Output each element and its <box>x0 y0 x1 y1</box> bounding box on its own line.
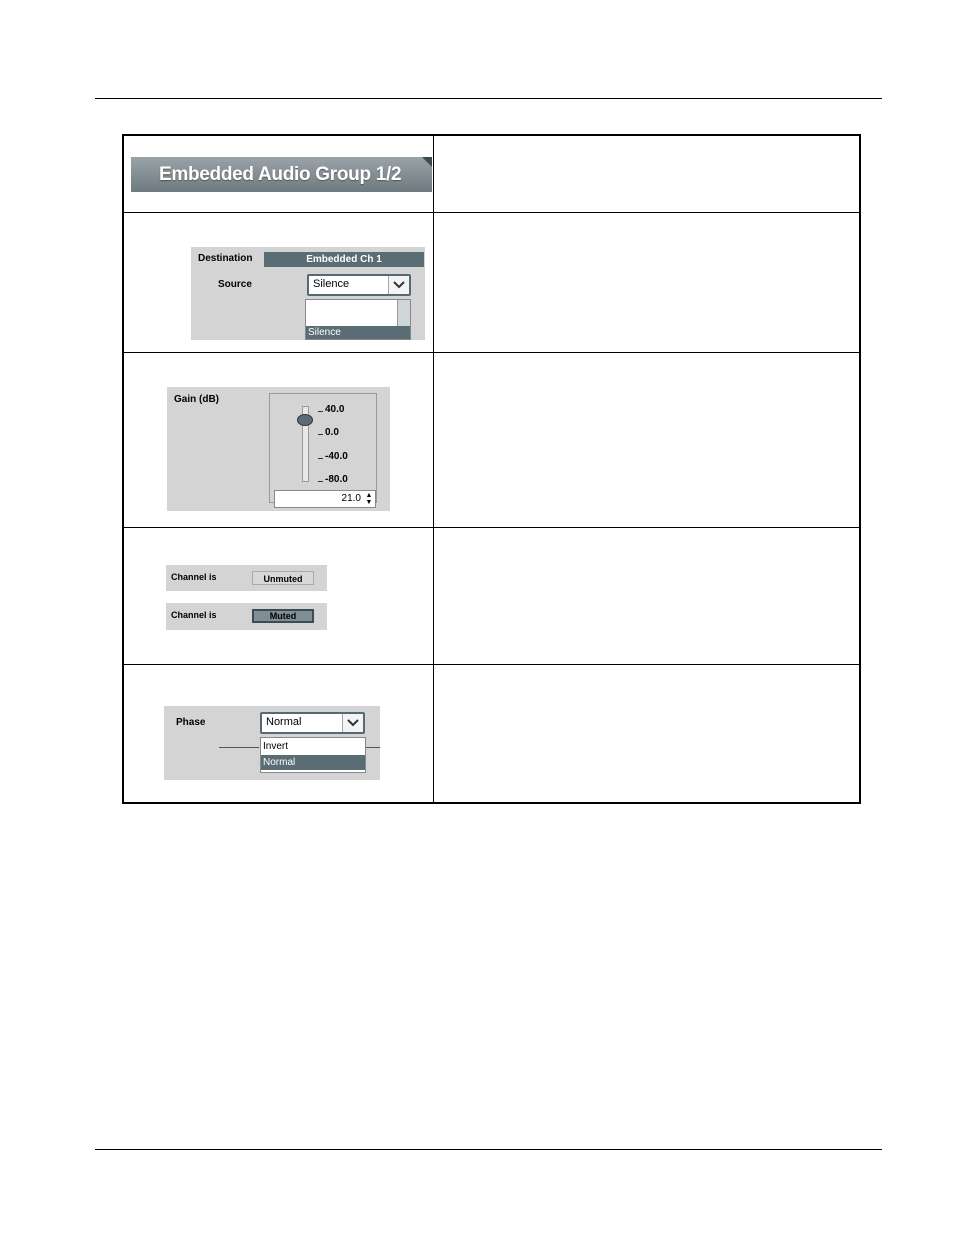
row-banner <box>124 136 859 213</box>
group-banner <box>131 157 432 192</box>
routing-panel <box>191 247 425 340</box>
header-rule <box>95 98 882 99</box>
row-description <box>434 353 859 527</box>
source-list[interactable] <box>305 299 411 340</box>
list-item-highlighted[interactable]: Silence <box>306 326 410 339</box>
tick-label: 40.0 <box>325 404 345 415</box>
chevron-down-icon <box>342 714 363 732</box>
spinner-arrows-icon[interactable]: ▲ ▼ <box>365 492 373 506</box>
channel-label: Channel is <box>171 610 217 620</box>
row-phase <box>124 665 859 802</box>
source-label: Source <box>218 279 252 290</box>
mute-panel-muted <box>166 603 327 630</box>
gain-slider[interactable] <box>269 393 377 506</box>
controls-table <box>122 134 861 804</box>
option-normal[interactable]: Normal <box>261 755 365 770</box>
gain-value-input[interactable]: 21.0 ▲ ▼ <box>274 490 376 508</box>
tick-label: 0.0 <box>325 427 339 438</box>
row-description <box>434 528 859 664</box>
phase-panel <box>164 706 380 780</box>
row-description <box>434 213 859 352</box>
footer-rule <box>95 1149 882 1150</box>
row-routing <box>124 213 859 353</box>
banner-title: Embedded Audio Group 1/2 <box>159 164 402 185</box>
mute-panel-unmuted <box>166 565 327 591</box>
gain-label: Gain (dB) <box>174 394 219 405</box>
row-description <box>434 665 859 802</box>
source-select[interactable]: Silence <box>307 274 411 296</box>
destination-label: Destination <box>198 253 253 264</box>
slider-thumb[interactable] <box>297 414 313 426</box>
row-mute <box>124 528 859 665</box>
row-gain <box>124 353 859 528</box>
chevron-down-icon <box>388 276 409 294</box>
tick-label: -40.0 <box>325 451 348 462</box>
gain-panel <box>167 387 390 511</box>
phase-options-list[interactable] <box>260 737 366 773</box>
phase-label: Phase <box>176 717 206 728</box>
row-description <box>434 136 859 212</box>
phase-select[interactable]: Normal <box>260 712 365 734</box>
option-invert[interactable]: Invert <box>263 741 289 752</box>
unmuted-button[interactable]: Unmuted <box>252 571 314 585</box>
destination-value: Embedded Ch 1 <box>264 252 424 267</box>
tick-label: -80.0 <box>325 474 348 485</box>
channel-label: Channel is <box>171 572 217 582</box>
muted-button[interactable]: Muted <box>252 609 314 623</box>
